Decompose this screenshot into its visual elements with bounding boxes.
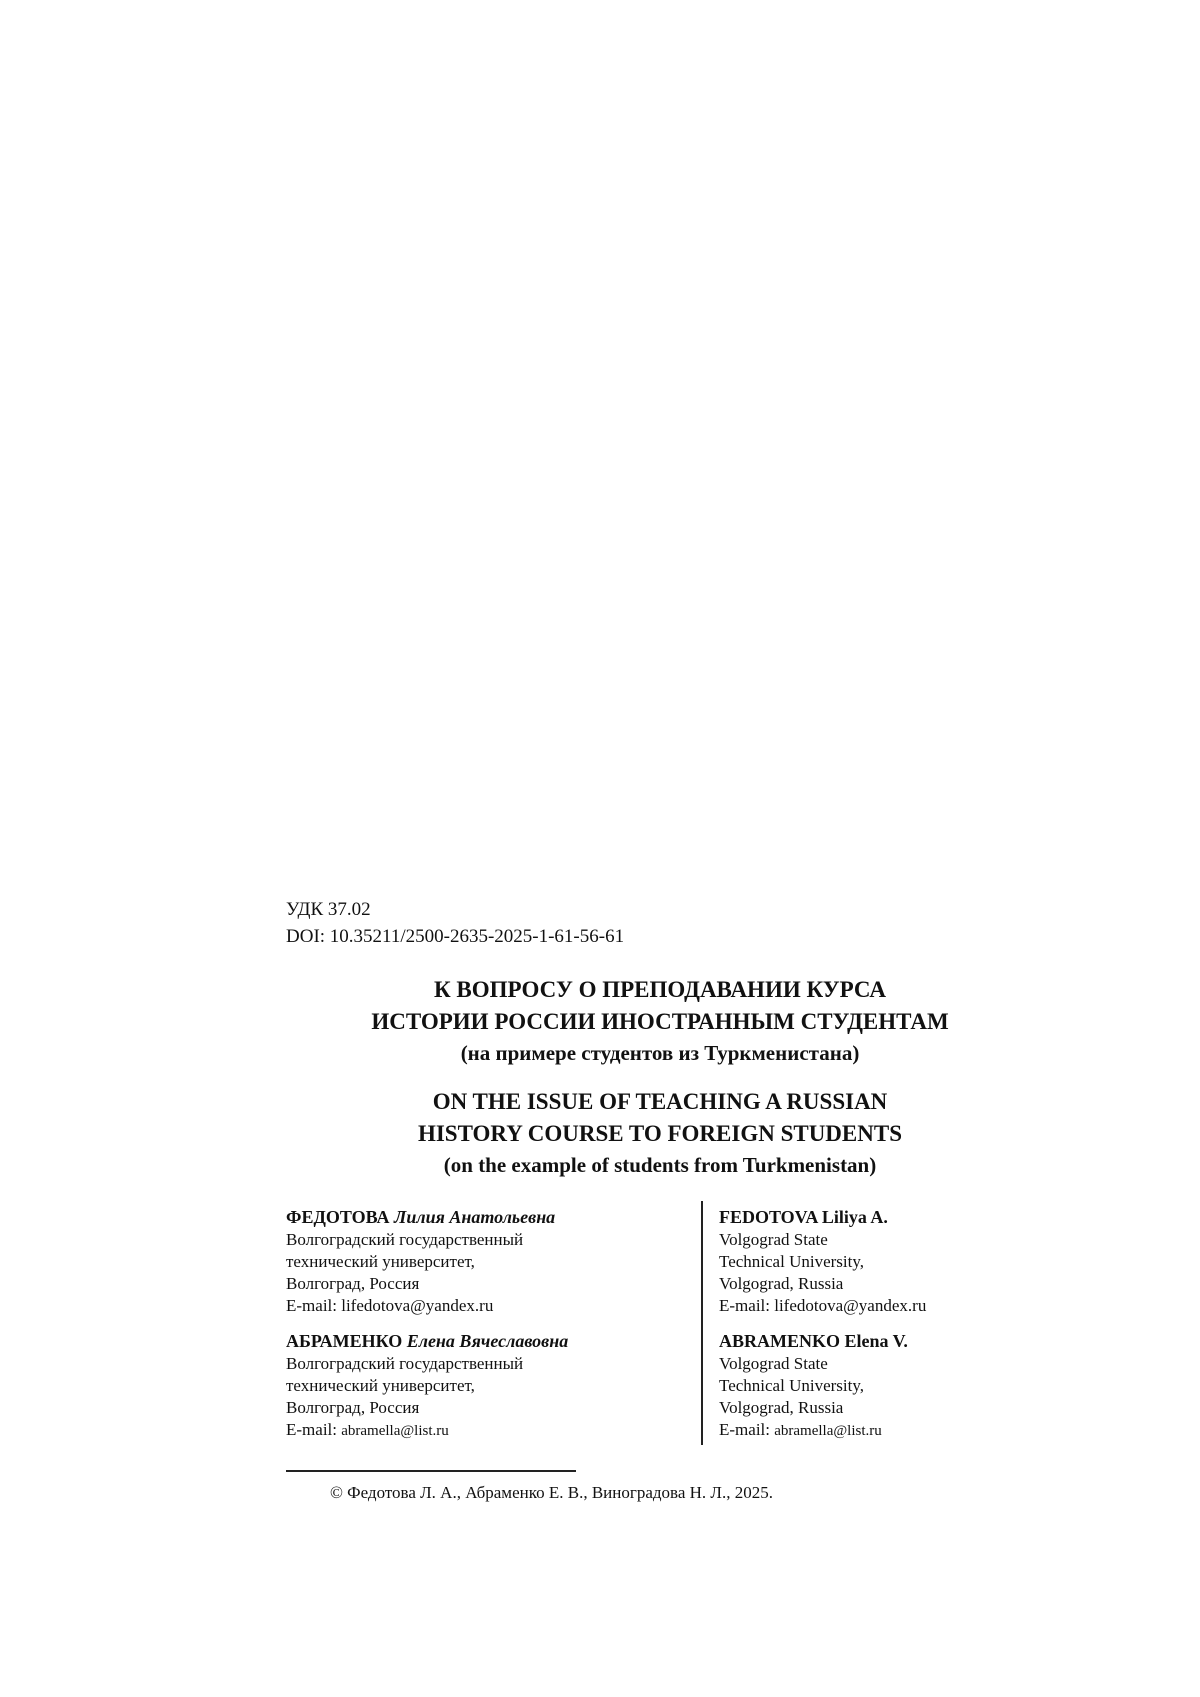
title-ru-subtitle: (на примере студентов из Туркменистана) bbox=[460, 1041, 860, 1065]
author-email[interactable]: abramella@list.ru bbox=[774, 1423, 882, 1439]
author-email-line bbox=[719, 1419, 1139, 1442]
author-affiliation-line-2: Technical University, bbox=[719, 1376, 864, 1395]
author-given-name: Лилия Анатольевна bbox=[394, 1207, 556, 1227]
author-affiliation-line-1: Volgograd State bbox=[719, 1230, 828, 1249]
authors-ru-column bbox=[286, 1205, 706, 1454]
title-en-line-1: ON THE ISSUE OF TEACHING A RUSSIAN bbox=[432, 1089, 888, 1114]
author-ru-fedotova bbox=[286, 1205, 706, 1317]
author-affiliation-line-1: Волгоградский государственный bbox=[286, 1230, 524, 1249]
author-name bbox=[286, 1329, 706, 1353]
author-affiliation-line-1: Volgograd State bbox=[719, 1354, 828, 1373]
email-label: E-mail: bbox=[719, 1296, 770, 1315]
author-affiliation-line-1: Волгоградский государственный bbox=[286, 1354, 524, 1373]
author-email-line bbox=[286, 1295, 706, 1317]
author-given-name: Елена Вячеславовна bbox=[406, 1331, 569, 1351]
author-name: ABRAMENKO Elena V. bbox=[719, 1331, 908, 1351]
email-label: E-mail: bbox=[719, 1420, 770, 1439]
title-ru-line-1: К ВОПРОСУ О ПРЕПОДАВАНИИ КУРСА bbox=[434, 977, 886, 1002]
author-ru-abramenko bbox=[286, 1329, 706, 1442]
column-divider bbox=[701, 1201, 703, 1445]
author-en-fedotova bbox=[719, 1205, 1139, 1317]
author-email-line bbox=[719, 1295, 1139, 1317]
author-name bbox=[286, 1205, 706, 1229]
author-email[interactable]: abramella@list.ru bbox=[341, 1423, 449, 1439]
author-email-line bbox=[286, 1419, 706, 1442]
author-affiliation-line-2: технический университет, bbox=[286, 1376, 475, 1395]
title-en-line-2: HISTORY COURSE TO FOREIGN STUDENTS bbox=[417, 1121, 903, 1146]
title-en-subtitle: (on the example of students from Turkmenistan) bbox=[443, 1153, 877, 1177]
article-title-ru bbox=[286, 974, 1034, 1068]
author-location: Volgograd, Russia bbox=[719, 1398, 844, 1417]
author-affiliation-line-2: технический университет, bbox=[286, 1252, 475, 1271]
email-label: E-mail: bbox=[286, 1296, 337, 1315]
author-email[interactable]: lifedotova@yandex.ru bbox=[341, 1296, 494, 1315]
author-location: Волгоград, Россия bbox=[286, 1274, 420, 1293]
author-location: Волгоград, Россия bbox=[286, 1398, 420, 1417]
author-name: FEDOTOVA Liliya A. bbox=[719, 1207, 888, 1227]
author-location: Volgograd, Russia bbox=[719, 1274, 844, 1293]
copyright-footnote: © Федотова Л. А., Абраменко Е. В., Виноградова Н. Л., 2025. bbox=[330, 1483, 773, 1502]
doi: DOI: 10.35211/2500-2635-2025-1-61-56-61 bbox=[286, 926, 625, 947]
author-email[interactable]: lifedotova@yandex.ru bbox=[774, 1296, 927, 1315]
authors-en-column bbox=[719, 1205, 1139, 1454]
author-affiliation-line-2: Technical University, bbox=[719, 1252, 864, 1271]
footnote-rule bbox=[286, 1470, 576, 1472]
author-en-abramenko bbox=[719, 1329, 1139, 1442]
email-label: E-mail: bbox=[286, 1420, 337, 1439]
title-ru-line-2: ИСТОРИИ РОССИИ ИНОСТРАННЫМ СТУДЕНТАМ bbox=[371, 1009, 949, 1034]
author-surname: АБРАМЕНКО bbox=[286, 1331, 403, 1351]
udk-code: УДК 37.02 bbox=[286, 899, 371, 920]
author-surname: ФЕДОТОВА bbox=[286, 1207, 390, 1227]
article-title-en bbox=[286, 1086, 1034, 1180]
